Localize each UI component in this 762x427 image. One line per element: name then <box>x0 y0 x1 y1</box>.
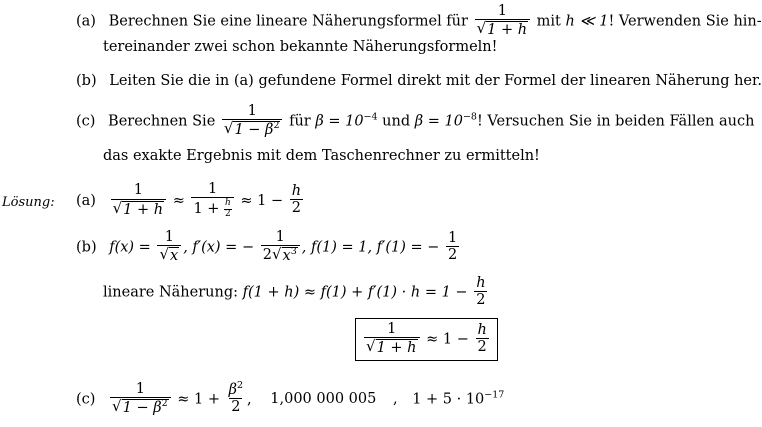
numerator: 1 <box>387 321 397 337</box>
numerator: 1 <box>135 381 145 397</box>
task-text: für <box>289 113 311 130</box>
denominator: 2 <box>476 292 486 309</box>
condition: β = 10 <box>414 113 463 130</box>
function-def: f(x) = <box>109 239 151 256</box>
denominator: 2 <box>291 200 302 217</box>
fraction: 1 √ $1 - \beta^2$ <box>110 382 171 417</box>
task-text: und <box>382 113 411 130</box>
numerator: h <box>291 183 302 200</box>
denominator: 1 + h <box>487 22 528 39</box>
task-text: ! Versuchen Sie in beiden Fällen auch <box>476 113 755 130</box>
solution-label: (c) <box>76 391 96 408</box>
separator: , <box>247 391 252 408</box>
condition: β = 10 <box>315 113 364 130</box>
solution-b <box>76 230 461 265</box>
task-c-line2: das exakte Ergebnis mit dem Taschenrechner zu ermitteln! <box>103 148 540 164</box>
fraction: $\frac{\beta^2}{2}$ <box>228 380 244 416</box>
values: , f(1) = 1, f′(1) = − <box>301 239 440 256</box>
fraction: 1 √ 1 + h <box>475 4 531 39</box>
exponent: −4 <box>363 111 378 123</box>
fraction <box>446 231 459 264</box>
linear-approx-expr: f(1 + h) ≈ f(1) + f′(1) · h = 1 − <box>242 284 468 301</box>
solution-label: (b) <box>76 239 97 256</box>
denominator: 2 <box>225 209 231 220</box>
exact-value-2: 1 + 5 · 10 <box>412 391 485 408</box>
task-b <box>76 73 762 89</box>
task-label: (c) <box>76 113 96 130</box>
denominator: x <box>170 248 179 265</box>
fraction <box>474 276 487 309</box>
task-label: (b) <box>76 73 97 89</box>
numerator: 1 <box>164 229 174 245</box>
denominator: 1 + <box>193 201 220 218</box>
linear-approx <box>103 276 490 309</box>
denominator: 1 + h <box>123 201 164 218</box>
linear-approx-label: lineare Näherung: <box>103 284 238 301</box>
condition: h ≪ 1 <box>565 13 609 30</box>
solution-heading: Lösung: <box>2 195 55 210</box>
result-expr: ≈ 1 + <box>177 391 220 408</box>
numerator: h <box>225 198 231 209</box>
task-text: Leiten Sie die in (a) gefundene Formel direkt mit der Formel der linearen Näherung her. <box>109 73 762 89</box>
solution-label: (a) <box>76 192 96 209</box>
numerator: 1 <box>133 182 143 199</box>
fraction: 1 √ x <box>157 230 181 265</box>
denominator: 1 − β <box>234 122 274 139</box>
numerator: h <box>477 321 487 338</box>
task-text: mit <box>536 13 561 30</box>
task-a-line2: tereinander zwei schon bekannte Näherungsformeln! <box>103 39 498 55</box>
task-text: ! Verwenden Sie hin- <box>608 13 762 30</box>
numerator: 1 <box>208 181 218 197</box>
boxed-result <box>355 318 498 361</box>
denominator: 2 <box>477 339 487 356</box>
denominator: 1 − β <box>122 400 162 417</box>
solution-c <box>76 382 504 417</box>
denominator: 2 <box>231 399 241 416</box>
numerator: h <box>476 275 486 291</box>
fraction <box>290 184 303 217</box>
exponent: 3 <box>290 246 297 258</box>
numerator: 1 <box>247 103 257 119</box>
small-fraction <box>224 199 232 219</box>
exponent: −8 <box>462 111 477 123</box>
numerator: β <box>228 381 237 398</box>
task-label: (a) <box>76 13 96 30</box>
solution-a <box>76 182 305 220</box>
exact-value-1: 1,000 000 005 <box>270 391 377 408</box>
task-a <box>76 4 762 39</box>
result-expr: ≈ 1 − <box>426 331 469 348</box>
approx-symbol: ≈ <box>172 192 185 209</box>
denominator: 2 <box>448 247 458 264</box>
denominator: 1 + h <box>376 340 417 357</box>
task-text: Berechnen Sie eine lineare Näherungsformel für <box>108 13 468 30</box>
task-c <box>76 104 754 139</box>
fraction: 1 √ $1 - \beta^2$ <box>222 104 283 139</box>
numerator: 1 <box>448 229 458 246</box>
denominator: 2 <box>262 247 272 264</box>
derivative-def: , f′(x) = − <box>183 239 255 256</box>
task-text: Berechnen Sie <box>108 113 216 130</box>
fraction <box>475 323 488 356</box>
fraction: 1 √ 1 + h <box>364 322 420 357</box>
radicand: x <box>282 248 291 265</box>
numerator: 1 <box>497 3 507 19</box>
fraction: 1 2 √ $x^3$ <box>261 230 300 265</box>
numerator: 1 <box>275 229 285 245</box>
exponent: −17 <box>484 389 505 401</box>
fraction: 1 √ 1 + h <box>111 183 167 218</box>
separator: , <box>392 391 398 408</box>
fraction <box>191 182 233 220</box>
result-expr: ≈ 1 − <box>240 192 284 209</box>
